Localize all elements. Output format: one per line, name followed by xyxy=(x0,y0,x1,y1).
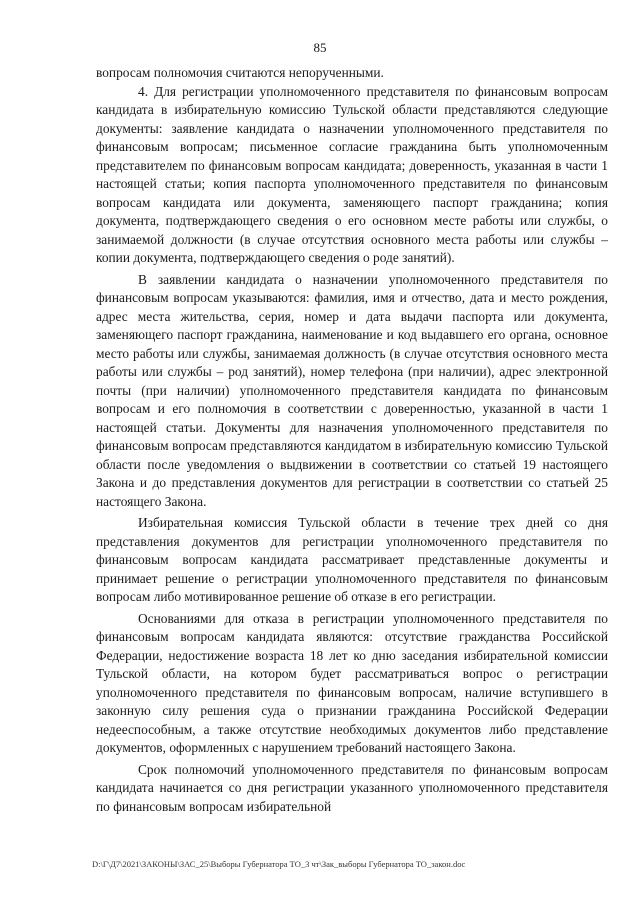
paragraph-commission-decision: Избирательная комиссия Тульской области в течение трех дней со дня представления документов для регистрации уполномоченного представителя по финансовым вопросам кандидата рассматривает представленные документы и принимает решение о регистрации уполномоченного представителя по финансовым вопросам либо мотивированное решение об отказе в его регистрации. xyxy=(96,515,608,604)
paragraph-required-documents: 4. Для регистрации уполномоченного представителя по финансовым вопросам кандидата в избирательную комиссию Тульской области представляются следующие документы: заявление кандидата о назначении уполномоченного представителя по финансовым вопросам; письменное согласие гражданина быть уполномоченным представителем по финансовым вопросам кандидата; доверенность, указанная в части 1 настоящей статьи; копия паспорта уполномоченного представителя по финансовым вопросам кандидата или документа, заменяющего паспорт гражданина; копия документа, подтверждающего сведения о его основном месте работы или службы, о занимаемой должности (в случае отсутствия основного места работы или службы – копии документа, подтверждающего сведения о роде занятий). xyxy=(96,83,608,265)
document-body xyxy=(96,64,608,816)
paragraph-refusal-grounds: Основаниями для отказа в регистрации уполномоченного представителя по финансовым вопросам кандидата являются: отсутствие гражданства Российской Федерации, недостижение возраста 18 лет ко дню заседания избирательной комиссии Тульской области, на котором будет рассматриваться вопрос о регистрации уполномоченного представителя по финансовым вопросам, наличие вступившего в законную силу решения суда о признании гражданина Российской Федерации недееспособным, а также отсутствие необходимых документов либо представление документов, оформленных с нарушением требований настоящего Закона. xyxy=(96,610,608,755)
paragraph-term-of-powers: Срок полномочий уполномоченного представителя по финансовым вопросам кандидата начинается со дня регистрации указанного уполномоченного представителя по финансовым вопросам избирательной xyxy=(96,761,608,814)
paragraph-continuation: вопросам полномочия считаются непорученными. xyxy=(96,65,384,80)
footer-file-path: D:\Г\Д7\2021\ЗАКОНЫ\ЗАС_25\Выборы Губернатора ТО_3 чт\Зак_выборы Губернатора ТО_закон.doc xyxy=(92,859,466,869)
paragraph-application-contents: В заявлении кандидата о назначении уполномоченного представителя по финансовым вопросам указываются: фамилия, имя и отчество, дата и место рождения, адрес места жительства, серия, номер и дата выдачи паспорта или документа, заменяющего паспорт гражданина, наименование и код выдавшего его органа, основное место работы или службы, занимаемая должность (в случае отсутствия основного места работы или службы – род занятий), номер телефона (при наличии), адрес электронной почты (при наличии) уполномоченного представителя кандидата по финансовым вопросам и его полномочия в соответствии с доверенностью, указанной в части 1 настоящей статьи. Документы для назначения уполномоченного представителя по финансовым вопросам представляются кандидатом в избирательную комиссию Тульской области после уведомления о выдвижении в соответствии со статьей 19 настоящего Закона и до представления документов для регистрации в соответствии со статьей 25 настоящего Закона. xyxy=(96,271,608,509)
page-number: 85 xyxy=(313,40,327,55)
